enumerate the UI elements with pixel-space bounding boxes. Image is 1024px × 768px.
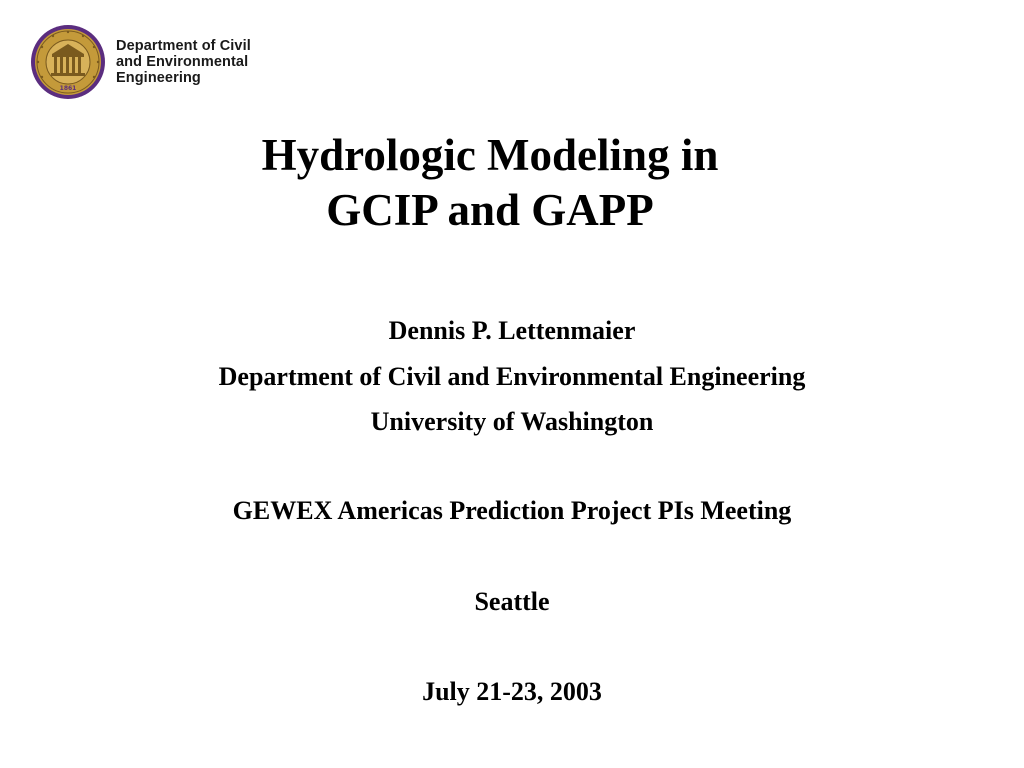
author-department: Department of Civil and Environmental Engineering (218, 362, 806, 391)
department-header (30, 24, 251, 100)
department-logo-text: Department of Civil and Environmental Engineering (116, 38, 251, 86)
author-name: Dennis P. Lettenmaier (388, 316, 636, 345)
slide-title: Hydrologic Modeling in GCIP and GAPP (261, 130, 719, 235)
meeting-location: Seattle (474, 587, 550, 616)
meeting-dates: July 21-23, 2003 (422, 677, 602, 706)
university-seal-icon (30, 24, 106, 100)
svg-text:1861: 1861 (59, 85, 77, 92)
author-university: University of Washington (370, 407, 654, 436)
meeting-name: GEWEX Americas Prediction Project PIs Meeting (232, 496, 792, 525)
